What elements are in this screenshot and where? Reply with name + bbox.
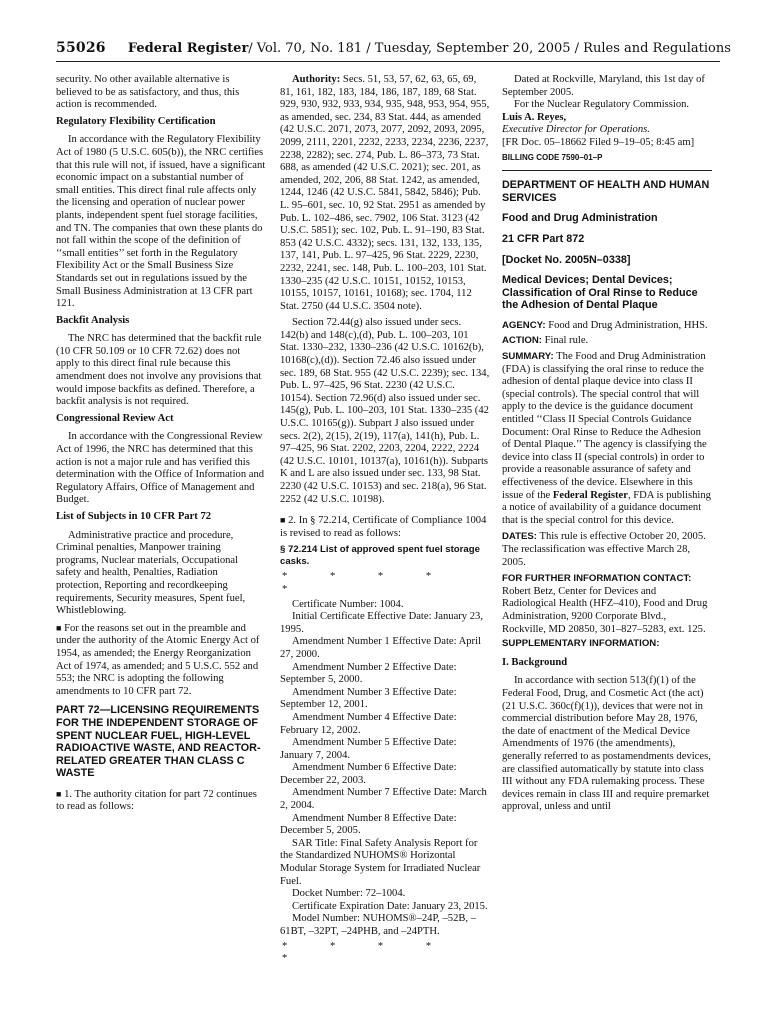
paragraph-backfit-analysis: The NRC has determined that the backfit rule (10 CFR 50.109 or 10 CFR 72.62) does not apply to this direct final rule because this amendment does not involve any provisions that would impose backfits as defined. Therefore, a backfit analysis is not required. bbox=[56, 333, 262, 408]
cert-line: SAR Title: Final Safety Analysis Report for the Standardized NUHOMS® Horizontal Modular Storage System for Irradiated Nuclear Fuel. bbox=[280, 837, 481, 887]
cert-line: Amendment Number 5 Effective Date: January 7, 2004. bbox=[280, 737, 457, 761]
summary-federal-register: Federal Register bbox=[552, 489, 628, 501]
cert-line: Amendment Number 4 Effective Date: February 12, 2002. bbox=[280, 711, 457, 736]
background-text: In accordance with section 513(f)(1) of the Federal Food, Drug, and Cosmetic Act (the act) (21 U.S.C. 360c(f)(1)), devices that were not in commercial distribution before May 28, 1976, the date of enactment of the Medical Device Amendments of 1976 (the amendments), generally referred to as postamendments devices, are classified automatically by statute into class III without any FDA rulemaking process. These devices remain in class III and require premarket approval, unless and until bbox=[502, 675, 711, 813]
action-line bbox=[502, 335, 712, 348]
stars-separator: * * * * * bbox=[282, 571, 452, 595]
authority-additional: Section 72.44(g) also issued under secs. 142(b) and 148(c),(d), Pub. L. 100–203, 101 Stat. 1330–232, 1330–236 (42 U.S.C. 10162(b), 10168(c),(d)). Section 72.46 also issued under sec. 189, 68 Stat. 955 (42 U.S.C. 2239); sec. 134, Pub. L. 97–425, 96 Stat. 2230 (42 U.S.C. 10154). Section 72.96(d) also issued under sec. 145(g), Pub. L. 100–203, 101 Stat. 1330–235 (42 U.S.C. 10165(g)). Subpart J also issued under secs. 2(2), 2(15), 2(19), 117(a), 141(h), Pub. L. 97–425, 96 Stat. 2202, 2203, 2204, 2222, 2224 (42 U.S.C. 10101, 10137(a), 10161(h)). Subparts K and L are also issued under sec. 133, 98 Stat. 2230 (42 U.S.C. 10153) and sec. 218(a), 96 Stat. 2252 (42 U.S.C. 10198). bbox=[280, 317, 490, 505]
docket-number: [Docket No. 2005N–0338] bbox=[502, 253, 631, 266]
dates-label: DATES: bbox=[502, 531, 537, 543]
bullet-square-icon: ■ bbox=[56, 622, 62, 633]
signer-title-text: Executive Director for Operations. bbox=[502, 124, 650, 136]
column-right bbox=[502, 74, 712, 818]
action-text: Final rule. bbox=[544, 334, 589, 346]
cert-line: Amendment Number 8 Effective Date: December 5, 2005. bbox=[280, 812, 457, 837]
dates-paragraph bbox=[502, 531, 712, 569]
heading-list-of-subjects: List of Subjects in 10 CFR Part 72 bbox=[56, 511, 212, 522]
column-left bbox=[56, 74, 266, 818]
contact-text: Robert Betz, Center for Devices and Radiological Health (HFZ–410), Food and Drug Administration, 9200 Corporate Blvd., Rockville, MD 20850, 301–827–5283, ext. 125. bbox=[502, 585, 708, 635]
rule-title: Medical Devices; Dental Devices; Classification of Oral Rinse to Reduce the Adhesion of Dental Plaque bbox=[502, 274, 698, 312]
issue-info: / Vol. 70, No. 181 / Tuesday, September 20, 2005 / Rules and Regulations bbox=[248, 41, 731, 56]
action-label: ACTION: bbox=[502, 334, 542, 346]
cert-line: Amendment Number 2 Effective Date: September 5, 2000. bbox=[280, 661, 457, 686]
heading-congressional-review: Congressional Review Act bbox=[56, 412, 174, 424]
authority-citation bbox=[280, 74, 490, 313]
background-heading: I. Background bbox=[502, 656, 568, 668]
paragraph-security: security. No other available alternative is believed to be as satisfactory, and thus, this action is recommended. bbox=[56, 74, 240, 111]
section-divider bbox=[502, 170, 712, 171]
summary-text: The Food and Drug Administration (FDA) is classifying the oral rinse to reduce the adhesion of dental plaque device into class II (special controls). The special control that will apply to the device is the guidance document entitled ‘‘Class II Special Controls Guidance Document: Oral Rinse to Reduce the Adhesion of Dental Plaque.’’ The agency is classifying the device into class II (special controls) in order to provide a reasonable assurance of safety and effectiveness of the device. Elsewhere in this issue of the bbox=[502, 351, 707, 501]
bullet-square-icon: ■ bbox=[56, 788, 62, 799]
cfr-part: 21 CFR Part 872 bbox=[502, 232, 585, 245]
department-heading: DEPARTMENT OF HEALTH AND HUMAN SERVICES bbox=[502, 179, 710, 204]
page-number: 55026 bbox=[56, 40, 106, 56]
cert-line: Docket Number: 72–1004. bbox=[292, 888, 406, 900]
column-middle bbox=[280, 74, 490, 968]
summary-label: SUMMARY: bbox=[502, 351, 554, 363]
dated-line: Dated at Rockville, Maryland, this 1st day of September 2005. bbox=[502, 74, 705, 98]
fr-doc-line: [FR Doc. 05–18662 Filed 9–19–05; 8:45 am] bbox=[502, 136, 695, 148]
heading-regulatory-flexibility: Regulatory Flexibility Certification bbox=[56, 115, 216, 127]
authority-intro-text: 1. The authority citation for part 72 continues to read as follows: bbox=[56, 788, 257, 813]
cert-line: Amendment Number 6 Effective Date: December 22, 2003. bbox=[280, 762, 457, 786]
authority-label: Authority: bbox=[292, 74, 341, 85]
contact-label: FOR FURTHER INFORMATION CONTACT: bbox=[502, 573, 692, 585]
signer-title bbox=[502, 124, 712, 137]
paragraph-reasons bbox=[56, 622, 266, 699]
revise-text: 2. In § 72.214, Certificate of Compliance 1004 is revised to read as follows: bbox=[280, 515, 487, 539]
paragraph-authority-intro bbox=[56, 788, 266, 814]
bullet-square-icon: ■ bbox=[280, 515, 286, 526]
part-72-heading: PART 72—LICENSING REQUIREMENTS FOR THE INDEPENDENT STORAGE OF SPENT NUCLEAR FUEL, HIGH-LEVEL RADIOACTIVE WASTE, AND REACTOR-RELATED GREATER THAN CLASS C WASTE bbox=[56, 704, 261, 780]
paragraph-congressional-review: In accordance with the Congressional Review Act of 1996, the NRC has determined that this action is not a major rule and has verified this determination with the Office of Information and Regulatory Affairs, Office of Management and Budget. bbox=[56, 431, 265, 506]
agency-label: AGENCY: bbox=[502, 319, 546, 331]
cert-line: Model Number: NUHOMS®–24P, –52B, –61BT, –32PT, –24PHB, and –24PTH. bbox=[280, 913, 477, 937]
page-header bbox=[56, 40, 731, 57]
cert-line: Amendment Number 7 Effective Date: March 2, 2004. bbox=[280, 787, 487, 812]
authority-text: Secs. 51, 53, 57, 62, 63, 65, 69, 81, 161, 182, 183, 184, 186, 187, 189, 68 Stat. 929, 930, 932, 933, 934, 935, 948, 953, 954, 955, as amended, sec. 234, 83 Stat. 444, as amended (42 U.S.C. 2071, 2073, 2077, 2092, 2093, 2095, 2099, 2111, 2201, 2232, 2233, 2234, 2236, 2237, 2238, 2282); sec. 274, Pub. L. 86–373, 73 Stat. 688, as amended (42 U.S.C. 2021); sec. 201, as amended, 202, 206, 88 Stat. 1242, as amended, 1244, 1246 (42 U.S.C. 5841, 5842, 5846); Pub. L. 95–601, sec. 10, 92 Stat. 2951 as amended by Pub. L. 102–486, sec. 7902, 106 Stat. 3123 (42 U.S.C. 5851); sec. 102, Pub. L. 91–190, 83 Stat. 853 (42 U.S.C. 4332); secs. 131, 132, 133, 135, 137, 141, Pub. L. 97–425, 96 Stat. 2229, 2230, 2232, 2241, sec. 148, Pub. L. 100–203, 101 Stat. 1330–235 (42 U.S.C. 10151, 10152, 10153, 10155, 10157, 10161, 10168); sec. 1704, 112 Stat. 2750 (44 U.S.C. 3504 note). bbox=[280, 74, 490, 312]
cert-line: Amendment Number 3 Effective Date: September 12, 2001. bbox=[280, 686, 457, 711]
supplementary-label: SUPPLEMENTARY INFORMATION: bbox=[502, 638, 660, 650]
for-nrc-line: For the Nuclear Regulatory Commission. bbox=[514, 99, 690, 111]
publication-title: Federal Register bbox=[127, 41, 249, 56]
cert-line: Amendment Number 1 Effective Date: April 27, 2000. bbox=[280, 636, 481, 660]
agency-name: Food and Drug Administration bbox=[502, 212, 658, 225]
cert-line: Certificate Expiration Date: January 23, 2015. bbox=[292, 900, 488, 912]
dates-text: This rule is effective October 20, 2005. The reclassification was effective March 28, 2005. bbox=[502, 531, 706, 568]
reasons-text: For the reasons set out in the preamble and under the authority of the Atomic Energy Act of 1954, as amended; the Energy Reorganization Act of 1974, as amended; and 5 U.S.C. 552 and 553; the NRC is adopting the following amendments to 10 CFR part 72. bbox=[56, 622, 260, 697]
paragraph-regulatory-flexibility: In accordance with the Regulatory Flexibility Act of 1980 (5 U.S.C. 605(b)), the NRC certifies that this rule will not, if issued, have a significant economic impact on a substantial number of small entities. This direct final rule affects only the licensing and operation of nuclear power plants, independent spent fuel storage facilities, and TN. The companies that own these plants do not fall within the scope of the definition of ‘‘small entities’’ set forth in the Regulatory Flexibility Act or the Small Business Size Standards set out in regulations issued by the Small Business Administration at 13 CFR part 121. bbox=[56, 134, 266, 310]
paragraph-list-of-subjects: Administrative practice and procedure, Criminal penalties, Manpower training programs, Nuclear materials, Occupational safety and health, Penalties, Radiation protection, Reporting and recordkeeping requirements, Security measures, Spent fuel, Whistleblowing. bbox=[56, 529, 246, 617]
summary-paragraph bbox=[502, 351, 712, 527]
agency-text: Food and Drug Administration, HHS. bbox=[548, 319, 708, 331]
section-72-214-heading: § 72.214 List of approved spent fuel storage casks. bbox=[280, 544, 480, 568]
billing-code: BILLING CODE 7590–01–P bbox=[502, 152, 603, 162]
stars-separator-end: * * * * * bbox=[282, 940, 452, 965]
heading-backfit-analysis: Backfit Analysis bbox=[56, 314, 130, 326]
cert-line: Initial Certificate Effective Date: January 23, 1995. bbox=[280, 611, 483, 635]
signer-name: Luis A. Reyes, bbox=[502, 111, 567, 123]
paragraph-revise bbox=[280, 514, 490, 540]
cert-line: Certificate Number: 1004. bbox=[292, 598, 404, 610]
summary-text-end: , FDA is publishing a notice of availability of a guidance document that is the special control for this device. bbox=[502, 489, 711, 526]
header-rule bbox=[56, 61, 720, 62]
agency-line bbox=[502, 320, 712, 333]
